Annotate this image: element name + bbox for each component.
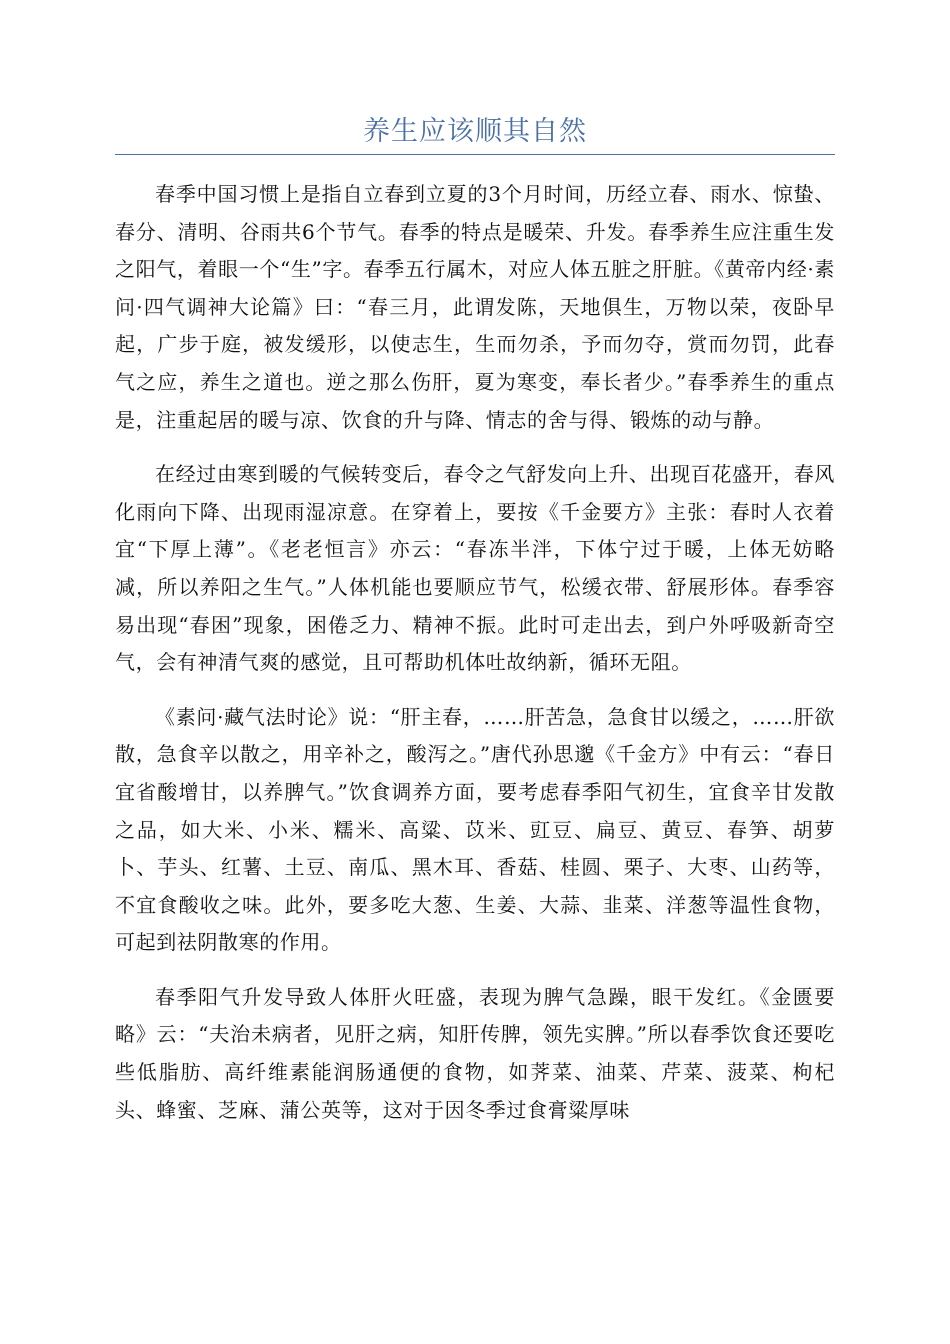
paragraph-3: 《素问·藏气法时论》说：“肝主春，……肝苦急，急食甘以缓之，……肝欲散，急食辛以散之，用辛补之，酸泻之。”唐代孙思邈《千金方》中有云：“春日宜省酸增甘，以养脾气。”饮食调养方面，要考虑春季阳气初生，宜食辛甘发散之品，如大米、小米、糯米、高粱、苡米、豇豆、扁豆、黄豆、春笋、胡萝卜、芋头、红薯、土豆、南瓜、黑木耳、香菇、桂圆、栗子、大枣、山药等，不宜食酸收之味。此外，要多吃大葱、生姜、大蒜、韭菜、洋葱等温性食物，可起到祛阴散寒的作用。 (115, 704, 835, 955)
document-body (115, 176, 835, 1146)
paragraph-4: 春季阳气升发导致人体肝火旺盛，表现为脾气急躁，眼干发红。《金匮要略》云：“夫治未病者，见肝之病，知肝传脾，领先实脾。”所以春季饮食还要吃些低脂肪、高纤维素能润肠通便的食物，如荠菜、油菜、芹菜、菠菜、枸杞头、蜂蜜、芝麻、蒲公英等，这对于因冬季过食膏粱厚味 (115, 984, 835, 1122)
paragraph-1: 春季中国习惯上是指自立春到立夏的3个月时间，历经立春、雨水、惊蛰、春分、清明、谷雨共6个节气。春季的特点是暖荣、升发。春季养生应注重生发之阳气，着眼一个“生”字。春季五行属木，对应人体五脏之肝脏。《黄帝内经·素问·四气调神大论篇》曰：“春三月，此谓发陈，天地俱生，万物以荣，夜卧早起，广步于庭，被发缓形，以使志生，生而勿杀，予而勿夺，赏而勿罚，此春气之应，养生之道也。逆之那么伤肝，夏为寒变，奉长者少。”春季养生的重点是，注重起居的暖与凉、饮食的升与降、情志的舍与得、锻炼的动与静。 (115, 182, 835, 432)
title-underline (115, 154, 835, 155)
document-title: 养生应该顺其自然 (363, 116, 587, 147)
paragraph-2: 在经过由寒到暖的气候转变后，春令之气舒发向上升、出现百花盛开，春风化雨向下降、出现雨湿凉意。在穿着上，要按《千金要方》主张：春时人衣着宜“下厚上薄”。《老老恒言》亦云：“春冻半泮，下体宁过于暖，上体无妨略减，所以养阳之生气。”人体机能也要顺应节气，松缓衣带、舒展形体。春季容易出现“春困”现象，困倦乏力、精神不振。此时可走出去，到户外呼吸新奇空气，会有神清气爽的感觉，且可帮助机体吐故纳新，循环无阻。 (115, 462, 835, 675)
